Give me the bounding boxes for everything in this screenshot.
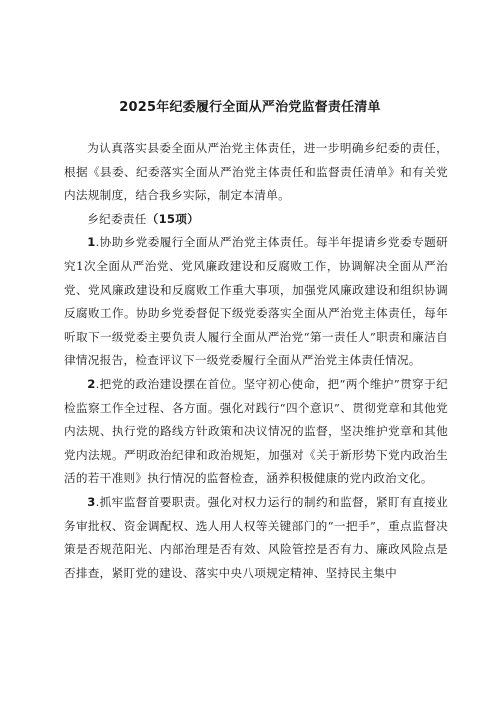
- document-title: 2025年纪委履行全面从严治党监督责任清单: [119, 100, 381, 115]
- item-number: 1: [87, 235, 96, 250]
- item-text: .把党的政治建设摆在首位。坚守初心使命，把“两个维护”贯穿于纪检监察工作全过程、各方面。强化对践行“四个意识”、贯彻党章和其他党内法规、执行党的路线方针政策和决议情况的监督，坚决维护党章和其他党内法规。严明政治纪律和政治规矩，加强对《关于新形势下党内政治生活的若干准则》执行情况的监督检查，涵养积极健康的党内政治文化。: [64, 376, 448, 486]
- list-item: [64, 231, 448, 373]
- section-label: 乡纪委责任: [87, 211, 147, 226]
- item-text: .协助乡党委履行全面从严治党主体责任。每半年提请乡党委专题研究1次全面从严治党、党风廉政建设和反腐败工作，协调解决全面从严治党、党风廉政建设和反腐败工作重大事项，加强党风廉政建设和组织协调反腐败工作。协助乡党委督促下级党委落实全面从严治党主体责任，每年听取下一级党委主要负责人履行全面从严治党“第一责任人”职责和廉洁自律情况报告，检查评议下一级党委履行全面从严治党主体责任情况。: [64, 235, 448, 368]
- section-heading: [64, 208, 448, 232]
- document-body: [64, 137, 448, 585]
- list-item: [64, 491, 448, 585]
- list-item: [64, 373, 448, 491]
- item-number: 2: [87, 376, 96, 391]
- item-number: 3: [87, 494, 96, 509]
- intro-paragraph: 为认真落实县委全面从严治党主体责任，进一步明确乡纪委的责任，根据《县委、纪委落实全面从严治党主体责任和监督责任清单》和有关党内法规制度，结合我乡实际，制定本清单。: [64, 141, 448, 203]
- item-text: .抓牢监督首要职责。强化对权力运行的制约和监督，紧盯有直接业务审批权、资金调配权、选人用人权等关键部门的“一把手”，重点监督决策是否规范阳光、内部治理是否有效、风险管控是否有力、廉政风险点是否排查，紧盯党的建设、落实中央八项规定精神、坚持民主集中: [64, 494, 448, 580]
- section-count: （15项）: [146, 211, 200, 226]
